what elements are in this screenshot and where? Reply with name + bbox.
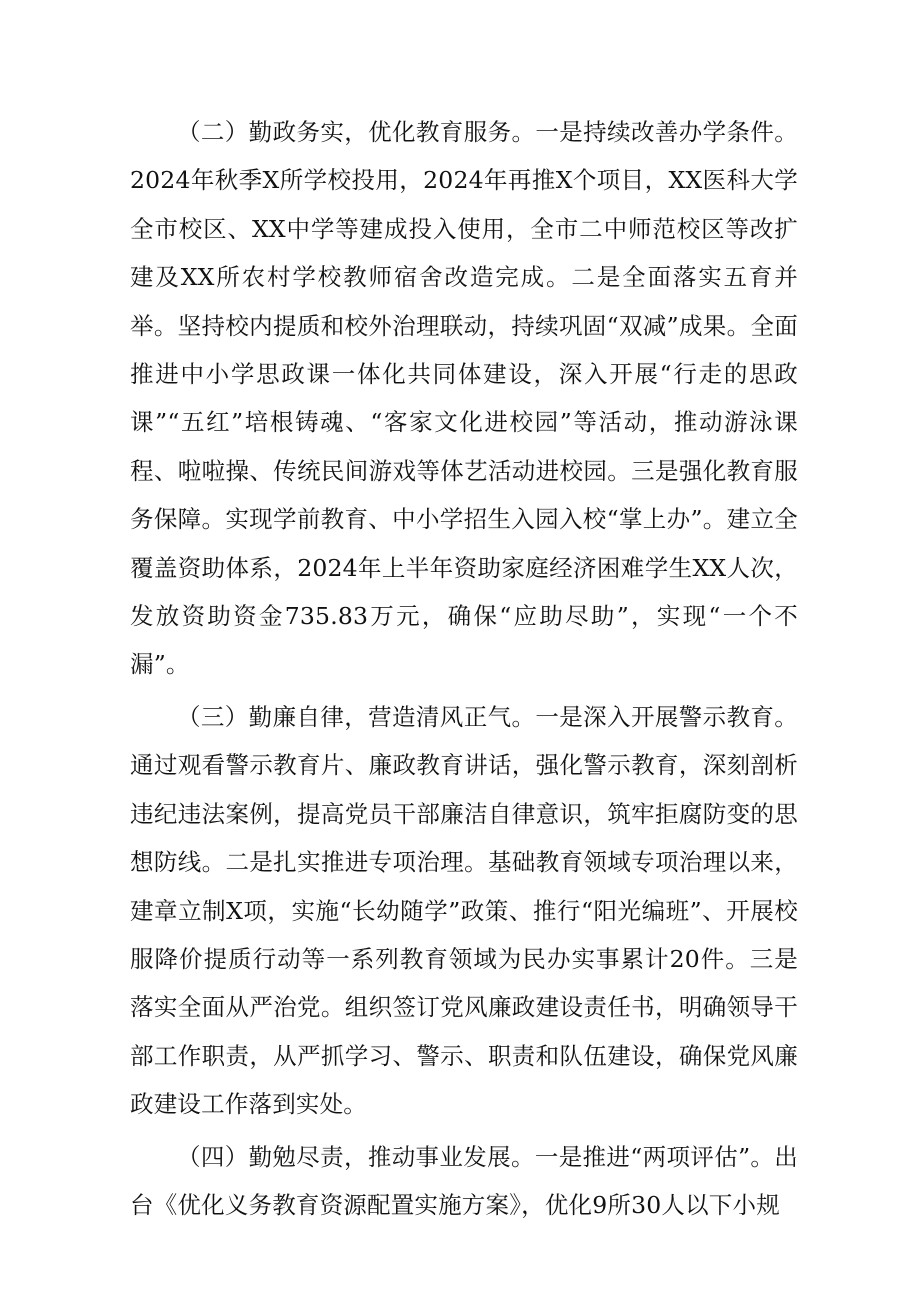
paragraph-section-4: （四）勤勉尽责，推动事业发展。一是推进“两项评估”。出台《优化义务教育资源配置实施方案》，优化9所30人以下小规 <box>130 1142 798 1219</box>
paragraph-section-2: （二）勤政务实，优化教育服务。一是持续改善办学条件。2024年秋季X所学校投用，2024年再推X个项目，XX医科大学全市校区、XX中学等建成投入使用，全市二中师范校区等改扩建及XX所农村学校教师宿舍改造完成。二是全面落实五育并举。坚持校内提质和校外治理联动，持续巩固“双减”成果。全面推进中小学思政课一体化共同体建设，深入开展“行走的思政课”“五红”培根铸魂、“客家文化进校园”等活动，推动游泳课程、啦啦操、传统民间游戏等体艺活动进校园。三是强化教育服务保障。实现学前教育、中小学招生入园入校“掌上办”。建立全覆盖资助体系，2024年上半年资助家庭经济困难学生XX人次，发放资助资金735.83万元，确保“应助尽助”，实现“一个不漏”。 <box>130 118 798 679</box>
paragraph-section-3: （三）勤廉自律，营造清风正气。一是深入开展警示教育。通过观看警示教育片、廉政教育讲话，强化警示教育，深刻剖析违纪违法案例，提高党员干部廉洁自律意识，筑牢拒腐防变的思想防线。二是扎实推进专项治理。基础教育领域专项治理以来，建章立制X项，实施“长幼随学”政策、推行“阳光编班”、开展校服降价提质行动等一系列教育领域为民办实事累计20件。三是落实全面从严治党。组织签订党风廉政建设责任书，明确领导干部工作职责，从严抓学习、警示、职责和队伍建设，确保党风廉政建设工作落到实处。 <box>130 702 798 1119</box>
document-body <box>130 108 798 1233</box>
